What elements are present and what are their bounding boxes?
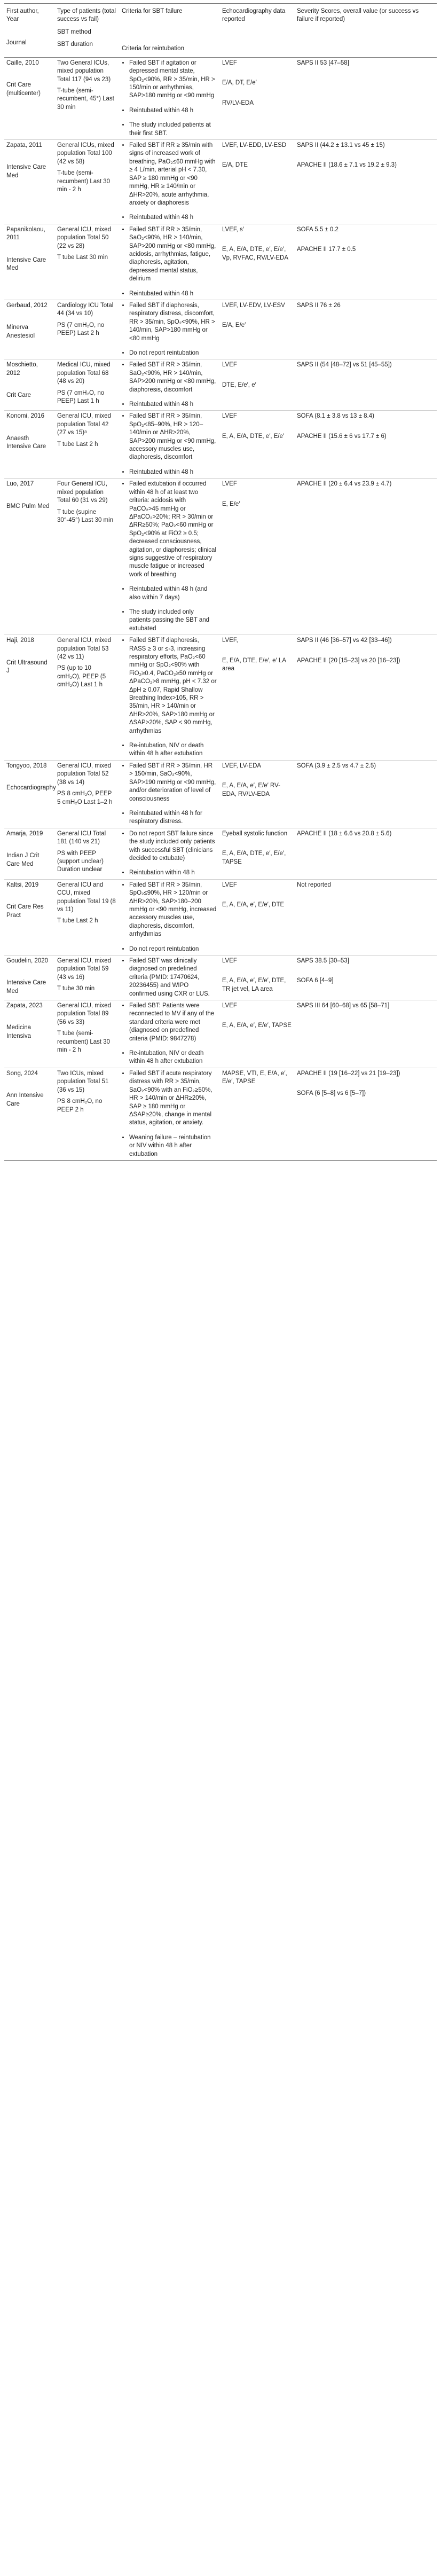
header-author xyxy=(4,4,55,58)
echo-diastolic: E, A, E/A, DTE, e′, E/e′ xyxy=(222,433,285,440)
echo-diastolic: E/A, E/e′ xyxy=(222,322,246,329)
cell-author xyxy=(4,359,55,411)
severity-score-secondary: APACHE II (15.6 ± 6 vs 17.7 ± 6) xyxy=(297,433,387,440)
echo-systolic: Eyeball systolic function xyxy=(222,830,288,837)
author-year: Zapata, 2011 xyxy=(6,142,42,149)
severity-score: APACHE II (20 ± 6.4 vs 23.9 ± 4.7) xyxy=(297,481,392,488)
cell-criteria xyxy=(120,879,220,955)
criteria-item: • Reintubated within 48 h xyxy=(129,107,217,115)
journal-name: Minerva Anestesiol xyxy=(6,324,35,339)
cell-patients xyxy=(55,635,120,761)
severity-score: SOFA (8.1 ± 3.8 vs 13 ± 8.4) xyxy=(297,413,374,420)
cell-criteria xyxy=(120,300,220,359)
cell-patients xyxy=(55,140,120,224)
echo-systolic: LVEF, xyxy=(222,637,238,644)
sbt-method-duration: T tube (supine 30°-45°) Last 30 min xyxy=(57,508,114,523)
cell-severity xyxy=(295,479,437,635)
patient-population: General ICU, mixed population Total 50 (22 vs 28) xyxy=(57,226,111,249)
cell-echo xyxy=(220,956,295,1000)
cell-severity xyxy=(295,1068,437,1160)
cell-criteria xyxy=(120,1068,220,1160)
sbt-method-duration: T-tube (semi-recumbent, 45°) Last 30 min xyxy=(57,88,114,111)
severity-score-secondary: SOFA 6 [4–9] xyxy=(297,977,334,984)
severity-score: SAPS 38.5 [30–53] xyxy=(297,958,349,964)
patient-population: General ICU and CCU, mixed population Total 19 (8 vs 11) xyxy=(57,881,116,913)
criteria-item: • Failed SBT was clinically diagnosed on predefined criteria (PMID: 17470624, 20236455) and WIPO confirmed using CXR or LUS. xyxy=(129,957,217,998)
criteria-item: • Reintubated within 48 h xyxy=(129,290,217,298)
cell-severity xyxy=(295,760,437,828)
sbt-method-duration: PS (7 cmH₂O, no PEEP) Last 2 h xyxy=(57,322,105,337)
header-author-label: First author, Year xyxy=(6,8,39,23)
echo-diastolic: E, A, E/A, e′, E/e′, DTE, TR jet vel, LA area xyxy=(222,977,286,992)
cell-severity xyxy=(295,359,437,411)
criteria-item: • Failed SBT if agitation or depressed mental state, SpO₂<90%, RR > 35/min, HR > 150/min or arrhythmias, SAP>180 mmHg or <90 mmHg xyxy=(129,59,217,100)
author-year: Amarja, 2019 xyxy=(6,830,43,837)
echo-diastolic: DTE, E/e′, e′ xyxy=(222,381,256,388)
table-row xyxy=(4,1068,437,1160)
cell-echo xyxy=(220,828,295,879)
patient-population: Two ICUs, mixed population Total 51 (36 vs 15) xyxy=(57,1070,109,1093)
severity-score: SAPS II (46 [36–57] vs 42 [33–46]) xyxy=(297,637,392,644)
sbt-method-duration: T tube Last 2 h xyxy=(57,441,98,448)
criteria-list xyxy=(122,637,217,758)
severity-score-secondary: SOFA (6 [5–8] vs 6 [5–7]) xyxy=(297,1090,366,1097)
sbt-method-duration: T tube Last 2 h xyxy=(57,918,98,925)
sbt-method-duration: PS (up to 10 cmH₂O), PEEP (5 cmH₂O) Last 1 h xyxy=(57,665,106,688)
cell-severity xyxy=(295,879,437,955)
echo-diastolic: E, E/A, DTE, E/e′, e′ LA area xyxy=(222,657,286,672)
table-wrapper xyxy=(0,0,441,1166)
sbt-method-duration: T-tube (semi-recumbent) Last 30 min - 2 h xyxy=(57,170,111,193)
criteria-list xyxy=(122,142,217,222)
table-row xyxy=(4,300,437,359)
table-row xyxy=(4,956,437,1000)
header-severity-label: Severity Scores, overall value (or success vs failure if reported) xyxy=(297,8,419,23)
cell-author xyxy=(4,879,55,955)
cell-patients xyxy=(55,1068,120,1160)
echo-systolic: LVEF xyxy=(222,362,237,369)
echo-diastolic: E, A, E/A, DTE, e′, E/e′, Vp, RVFAC, RV/LV-EDA xyxy=(222,246,288,261)
cell-criteria xyxy=(120,956,220,1000)
criteria-item: • Reintubated within 48 h xyxy=(129,468,217,476)
table-row xyxy=(4,359,437,411)
cell-severity xyxy=(295,224,437,300)
header-patients-label: Type of patients (total success vs fail) xyxy=(57,8,116,23)
author-year: Papanikolaou, 2011 xyxy=(6,226,45,241)
header-echo xyxy=(220,4,295,58)
criteria-list xyxy=(122,302,217,357)
journal-name: BMC Pulm Med xyxy=(6,503,50,510)
cell-patients xyxy=(55,879,120,955)
patient-population: General ICU, mixed population Total 42 (27 vs 15)ᵃ xyxy=(57,413,111,436)
cell-criteria xyxy=(120,479,220,635)
journal-name: Intensive Care Med xyxy=(6,164,46,179)
echo-diastolic: E, A, E/A, e′, E/e′, DTE xyxy=(222,902,285,909)
echo-systolic: LVEF, LV-EDV, LV-ESV xyxy=(222,302,285,309)
severity-score: SAPS II 53 [47–58] xyxy=(297,59,349,66)
table-row xyxy=(4,57,437,139)
criteria-item: • Do not report reintubation xyxy=(129,945,217,953)
cell-patients xyxy=(55,828,120,879)
cell-severity xyxy=(295,57,437,139)
cell-criteria xyxy=(120,760,220,828)
cell-echo xyxy=(220,635,295,761)
cell-patients xyxy=(55,359,120,411)
criteria-list xyxy=(122,226,217,298)
echo-systolic: LVEF xyxy=(222,1003,237,1009)
cell-author xyxy=(4,224,55,300)
cell-author xyxy=(4,635,55,761)
patient-population: General ICU, mixed population Total 89 (56 vs 33) xyxy=(57,1003,111,1025)
cell-severity xyxy=(295,140,437,224)
criteria-item: • Failed SBT if RR > 35/min, SaO₂<90%, HR > 140/min, SAP>200 mmHg or <80 mmHg, diaphoresis, discomfort xyxy=(129,361,217,394)
cell-criteria xyxy=(120,828,220,879)
criteria-item: • Re-intubation, NIV or death within 48 h after extubation xyxy=(129,1050,217,1066)
table-row xyxy=(4,879,437,955)
echo-diastolic: E, E/e′ xyxy=(222,500,240,507)
echo-systolic: LVEF xyxy=(222,881,237,888)
author-year: Goudelin, 2020 xyxy=(6,958,49,964)
sbt-method-duration: PS 8 cmH₂O, PEEP 5 cmH₂O Last 1–2 h xyxy=(57,790,113,805)
cell-criteria xyxy=(120,57,220,139)
header-journal-label: Journal xyxy=(6,39,27,46)
cell-echo xyxy=(220,57,295,139)
sbt-method-duration: PS (7 cmH₂O, no PEEP) Last 1 h xyxy=(57,389,105,405)
cell-echo xyxy=(220,140,295,224)
cell-criteria xyxy=(120,224,220,300)
echo-diastolic: E, A, E/A, e′, E/e′ RV-EDA, RV/LV-EDA xyxy=(222,782,280,797)
echo-systolic: MAPSE, VTI, E, E/A, e′, E/e′, TAPSE xyxy=(222,1070,287,1085)
criteria-item: • Failed SBT if RR ≥ 35/min with signs of increased work of breathing, PaO₂≤60 mmHg with ≥ 4 L/min, arterial pH < 7.30, SAP ≥ 180 mmHg or <90 mmHg, HR ≥ 140/min or ΔHR>20%, acute arrhythmia, anxiety or diaphoresis xyxy=(129,142,217,207)
cell-author xyxy=(4,479,55,635)
journal-name: Crit Care (multicenter) xyxy=(6,82,41,97)
echo-diastolic: E, A, E/A, e′, E/e′, TAPSE xyxy=(222,1022,292,1029)
cell-patients xyxy=(55,411,120,479)
cell-echo xyxy=(220,1068,295,1160)
echo-diastolic: E, A, E/A, DTE, e′, E/e′, TAPSE xyxy=(222,850,286,865)
criteria-item: • Re-intubation, NIV or death within 48 h after extubation xyxy=(129,742,217,758)
cell-author xyxy=(4,140,55,224)
criteria-list xyxy=(122,1070,217,1158)
cell-author xyxy=(4,828,55,879)
severity-score: SAPS II (54 [48–72] vs 51 [45–55]) xyxy=(297,362,392,369)
echo-systolic: LVEF xyxy=(222,59,237,66)
criteria-item: • Failed SBT if acute respiratory distress with RR > 35/min, SaO₂<90% with an FiO₂≥50%, HR > 140/min or ΔHR≥20%, SAP ≥ 180 mmHg or ΔSAP≥20%, change in mental status, agitation, or anxiety. xyxy=(129,1070,217,1128)
author-year: Konomi, 2016 xyxy=(6,413,44,420)
severity-score: SAPS II (44.2 ± 13.1 vs 45 ± 15) xyxy=(297,142,385,149)
journal-name: Crit Ultrasound J xyxy=(6,659,48,674)
patient-population: General ICU Total 181 (140 vs 21) xyxy=(57,830,106,845)
severity-score-secondary: APACHE II (20 [15–23] vs 20 [16–23]) xyxy=(297,657,400,664)
criteria-item: • Failed SBT if RR > 35/min, SpO₂<85–90%, HR > 120–140/min or ΔHR>20%, SAP>200 mmHg or <90 mmHg, accessory muscles use, diaphoresis, discomfort xyxy=(129,412,217,461)
criteria-item: • Failed SBT if RR > 35/min, SpO₂≤90%, HR > 120/min or ΔHR>20%, SAP>180–200 mmHg or <90 mmHg, increased accessory muscles use, diaphoresis, discomfort, arrhythmias xyxy=(129,881,217,939)
criteria-list xyxy=(122,881,217,953)
header-echo-label: Echocardiography data reported xyxy=(222,8,286,23)
table-row xyxy=(4,828,437,879)
criteria-list xyxy=(122,1002,217,1066)
patient-population: General ICUs, mixed population Total 100 (42 vs 58) xyxy=(57,142,114,165)
cell-criteria xyxy=(120,140,220,224)
journal-name: Anaesth Intensive Care xyxy=(6,435,46,450)
criteria-item: • The study included only patients passing the SBT and extubated xyxy=(129,608,217,633)
header-criteria xyxy=(120,4,220,58)
cell-severity xyxy=(295,956,437,1000)
criteria-item: • Reintubated within 48 h xyxy=(129,214,217,222)
criteria-item: • The study included patients at their first SBT. xyxy=(129,121,217,138)
author-year: Luo, 2017 xyxy=(6,481,34,488)
cell-author xyxy=(4,300,55,359)
criteria-item: • Do not report SBT failure since the study included only patients with successful SBT (clinicians decided to extubate) xyxy=(129,830,217,863)
author-year: Zapata, 2023 xyxy=(6,1003,43,1009)
journal-name: Echocardiography xyxy=(6,785,56,792)
cell-severity xyxy=(295,828,437,879)
severity-score-secondary: APACHE II 17.7 ± 0.5 xyxy=(297,246,356,253)
criteria-item: • Failed SBT if RR > 35/min, SaO₂<90%, HR > 140/min, SAP>200 mmHg or <80 mmHg, acidosis, arrhythmias, fatigue, diaphoresis, agitation, depressed mental status, delirium xyxy=(129,226,217,284)
cell-author xyxy=(4,1000,55,1068)
echo-systolic: LVEF, LV-EDD, LV-ESD xyxy=(222,142,287,149)
sbt-method-duration: PS 8 cmH₂O, no PEEP 2 h xyxy=(57,1098,103,1113)
table-header xyxy=(4,4,437,58)
severity-score-secondary: APACHE II (18.6 ± 7.1 vs 19.2 ± 9.3) xyxy=(297,162,397,169)
criteria-item: • Failed SBT: Patients were reconnected to MV if any of the standard criteria were met (diagnosed on predefined criteria (PMID: 9847278) xyxy=(129,1002,217,1043)
criteria-item: • Reintubated within 48 h (and also within 7 days) xyxy=(129,585,217,602)
cell-criteria xyxy=(120,635,220,761)
echo-diastolic: E/A, DT, E/e′ xyxy=(222,80,257,87)
author-year: Song, 2024 xyxy=(6,1070,38,1077)
echo-systolic: LVEF xyxy=(222,958,237,964)
criteria-list xyxy=(122,480,217,633)
author-year: Caille, 2010 xyxy=(6,59,39,66)
criteria-item: • Reintubated within 48 h for respiratory distress. xyxy=(129,810,217,826)
journal-name: Ann Intensive Care xyxy=(6,1092,44,1107)
patient-population: General ICU, mixed population Total 53 (42 vs 11) xyxy=(57,637,111,660)
criteria-list xyxy=(122,59,217,138)
criteria-list xyxy=(122,361,217,409)
author-year: Tongyoo, 2018 xyxy=(6,762,47,769)
cell-author xyxy=(4,411,55,479)
sbt-method-duration: T tube Last 30 min xyxy=(57,254,108,261)
journal-name: Crit Care xyxy=(6,392,32,399)
journal-name: Medicina Intensiva xyxy=(6,1024,32,1039)
patient-population: Medical ICU, mixed population Total 68 (48 vs 20) xyxy=(57,362,111,385)
studies-table xyxy=(4,3,437,1161)
journal-name: Crit Care Res Pract xyxy=(6,904,44,919)
cell-criteria xyxy=(120,411,220,479)
author-year: Moschietto, 2012 xyxy=(6,362,38,377)
header-sbt-duration-label: SBT duration xyxy=(57,41,93,48)
header-reintubation-label: Criteria for reintubation xyxy=(122,45,184,52)
criteria-item: • Failed SBT if diaphoresis, RASS ≥ 3 or ≤-3, increasing respiratory efforts, PaO₂<60 mmHg or SpO₂<90% with FiO₂≥0.4, PaCO₂≥50 mmHg or ΔPaCO₂>8 mmHg, pH < 7.32 or ΔpH ≥ 0.07, Rapid Shallow Breathing Index>105, RR > 35/min, HR > 140/min or ΔHR>20%, SAP>180 mmHg or ΔSAP>20%, SAP < 90 mmHg, arrhythmias xyxy=(129,637,217,735)
header-sbt-method-label: SBT method xyxy=(57,28,91,35)
cell-criteria xyxy=(120,1000,220,1068)
severity-score: Not reported xyxy=(297,881,331,888)
author-year: Gerbaud, 2012 xyxy=(6,302,48,309)
patient-population: Cardiology ICU Total 44 (34 vs 10) xyxy=(57,302,114,317)
table-body xyxy=(4,57,437,1160)
criteria-item: • Reintubated within 48 h xyxy=(129,401,217,409)
table-row xyxy=(4,411,437,479)
sbt-method-duration: PS with PEEP (support unclear) Duration unclear xyxy=(57,850,104,873)
cell-patients xyxy=(55,300,120,359)
table-row xyxy=(4,760,437,828)
cell-author xyxy=(4,1068,55,1160)
cell-patients xyxy=(55,956,120,1000)
echo-systolic: LVEF xyxy=(222,481,237,488)
header-severity xyxy=(295,4,437,58)
cell-echo xyxy=(220,879,295,955)
cell-patients xyxy=(55,57,120,139)
author-year: Haji, 2018 xyxy=(6,637,34,644)
severity-score: APACHE II (19 [16–22] vs 21 [19–23]) xyxy=(297,1070,400,1077)
cell-author xyxy=(4,956,55,1000)
header-criteria-label: Criteria for SBT failure xyxy=(122,8,183,14)
echo-right-ventricle: RV/LV-EDA xyxy=(222,99,254,106)
patient-population: Two General ICUs, mixed population Total 117 (94 vs 23) xyxy=(57,59,111,83)
criteria-list xyxy=(122,830,217,878)
table-row xyxy=(4,1000,437,1068)
criteria-item: • Failed extubation if occurred within 48 h of at least two criteria: acidosis with PaCO₂>45 mmHg or ΔPaCO₂>20%; RR > 30/min or ΔRR≥50%; PaO₂<60 mmHg or SpO₂<90% at FiO2 ≥ 0.5; decreased consciousness, agitation, or diaphoresis; clinical signs suggestive of respiratory muscle fatigue or increased work of breathing xyxy=(129,480,217,579)
criteria-list xyxy=(122,412,217,476)
cell-author xyxy=(4,760,55,828)
cell-patients xyxy=(55,1000,120,1068)
cell-echo xyxy=(220,479,295,635)
criteria-item: • Reintubation within 48 h xyxy=(129,869,217,877)
cell-patients xyxy=(55,479,120,635)
cell-echo xyxy=(220,1000,295,1068)
table-row xyxy=(4,140,437,224)
header-patients xyxy=(55,4,120,58)
patient-population: General ICU, mixed population Total 59 (43 vs 16) xyxy=(57,958,111,981)
criteria-item: • Failed SBT if diaphoresis, respiratory distress, discomfort, RR > 35/min, SpO₂<90%, HR > 140/min, SAP>180 mmHg or <80 mmHg xyxy=(129,302,217,343)
cell-severity xyxy=(295,411,437,479)
sbt-method-duration: T tube (semi-recumbent) Last 30 min - 2 h xyxy=(57,1030,111,1054)
author-year: Kaltsi, 2019 xyxy=(6,881,39,888)
cell-severity xyxy=(295,1000,437,1068)
table-row xyxy=(4,635,437,761)
cell-author xyxy=(4,57,55,139)
cell-criteria xyxy=(120,359,220,411)
echo-diastolic: E/A, DTE xyxy=(222,162,248,169)
cell-echo xyxy=(220,359,295,411)
criteria-item: • Do not report reintubation xyxy=(129,349,217,357)
table-row xyxy=(4,224,437,300)
severity-score: SAPS III 64 [60–68] vs 65 [58–71] xyxy=(297,1003,390,1009)
journal-name: Intensive Care Med xyxy=(6,980,46,995)
cell-echo xyxy=(220,760,295,828)
criteria-list xyxy=(122,762,217,826)
journal-name: Indian J Crit Care Med xyxy=(6,852,40,867)
severity-score: APACHE II (18 ± 6.6 vs 20.8 ± 5.6) xyxy=(297,830,392,837)
sbt-method-duration: T tube 30 min xyxy=(57,985,95,992)
echo-systolic: LVEF xyxy=(222,413,237,420)
cell-patients xyxy=(55,224,120,300)
cell-echo xyxy=(220,300,295,359)
severity-score: SOFA (3.9 ± 2.5 vs 4.7 ± 2.5) xyxy=(297,762,376,769)
cell-patients xyxy=(55,760,120,828)
cell-severity xyxy=(295,300,437,359)
criteria-item: • Failed SBT if RR > 35/min, HR > 150/min, SaO₂<90%, SAP>190 mmHg or <90 mmHg, and/or deterioration of level of consciousness xyxy=(129,762,217,803)
criteria-list xyxy=(122,957,217,998)
cell-echo xyxy=(220,224,295,300)
patient-population: General ICU, mixed population Total 52 (38 vs 14) xyxy=(57,762,111,786)
patient-population: Four General ICU, mixed population Total 60 (31 vs 29) xyxy=(57,481,108,504)
echo-systolic: LVEF, LV-EDA xyxy=(222,762,262,769)
cell-echo xyxy=(220,411,295,479)
table-row xyxy=(4,479,437,635)
severity-score: SOFA 5.5 ± 0.2 xyxy=(297,226,338,233)
echo-systolic: LVEF, s′ xyxy=(222,226,244,233)
severity-score: SAPS II 76 ± 26 xyxy=(297,302,341,309)
criteria-item: • Weaning failure – reintubation or NIV within 48 h after extubation xyxy=(129,1134,217,1158)
cell-severity xyxy=(295,635,437,761)
journal-name: Intensive Care Med xyxy=(6,256,46,271)
